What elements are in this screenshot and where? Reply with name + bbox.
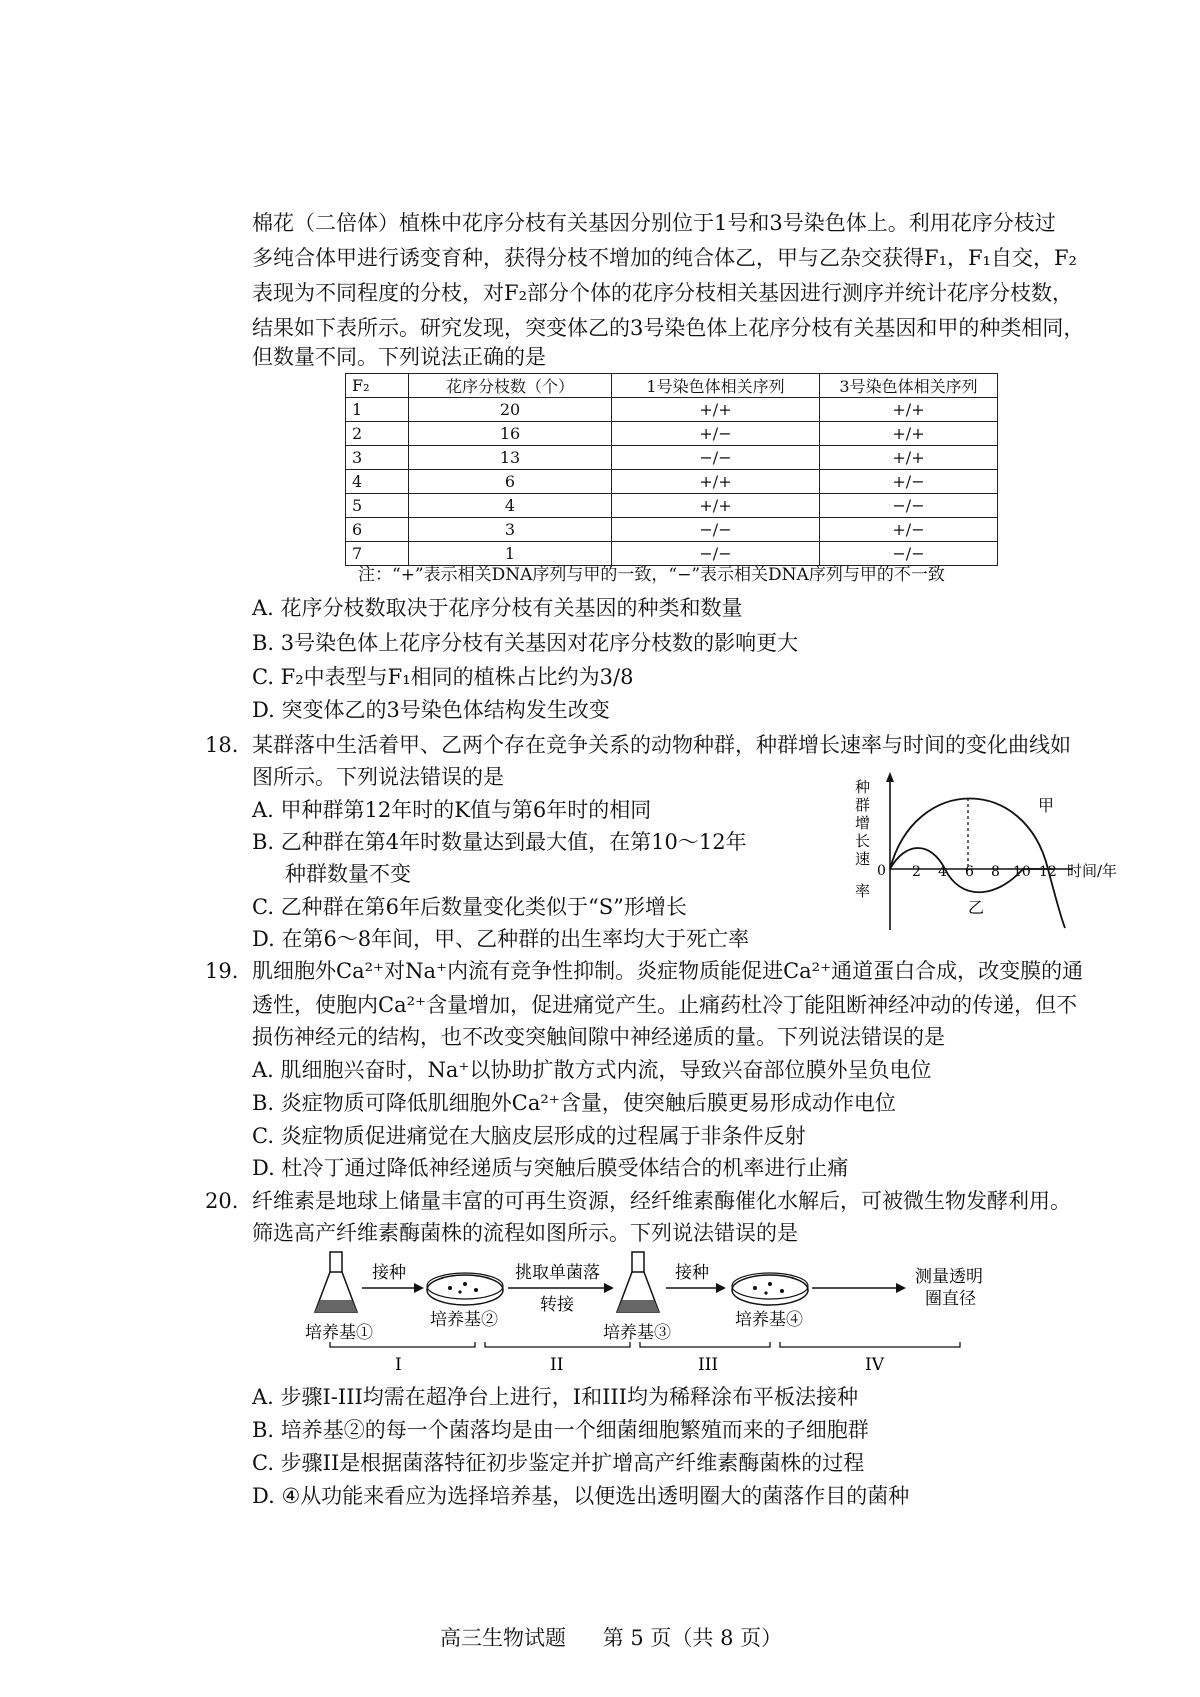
q17-stem-line: 结果如下表所示。研究发现，突变体乙的3号染色体上花序分枝有关基因和甲的种类相同，: [252, 316, 1085, 340]
origin-label: 0: [877, 863, 886, 879]
arrow-head: [604, 1283, 614, 1293]
y-label-char: 速: [855, 850, 871, 868]
end-label-line2: 圈直径: [925, 1289, 976, 1309]
medium-4-label: 培养基④: [735, 1310, 803, 1330]
step-label: II: [550, 1355, 564, 1375]
table-row: [346, 494, 998, 518]
question-number: 18.: [205, 733, 239, 757]
table-cell: +/−: [820, 518, 998, 542]
y-label-char: 群: [855, 796, 871, 814]
table-cell: +/+: [612, 494, 820, 518]
y-label-char: 率: [855, 882, 871, 900]
tick-label: 6: [965, 864, 974, 880]
q20-stem-line: 纤维素是地球上储量丰富的可再生资源，经纤维素酶催化水解后，可被微生物发酵利用。: [252, 1189, 1071, 1213]
q18-option-d: D. 在第6～8年间，甲、乙种群的出生率均大于死亡率: [252, 927, 750, 951]
q20-option-d: D. ④从功能来看应为选择培养基，以便选出透明圈大的菌落作目的菌种: [252, 1484, 910, 1508]
table-cell: +/+: [820, 422, 998, 446]
step-label: IV: [865, 1355, 884, 1375]
q19-option-a: A. 肌细胞兴奋时，Na⁺以协助扩散方式内流，导致兴奋部位膜外呈负电位: [252, 1058, 932, 1082]
table-header: F₂: [346, 374, 409, 398]
table-cell: −/−: [820, 542, 998, 566]
table-header: 花序分枝数（个）: [409, 374, 612, 398]
y-label-char: 增: [855, 814, 871, 832]
table-row: [346, 422, 998, 446]
f2-table: [345, 373, 998, 566]
q17-stem-line: 棉花（二倍体）植株中花序分枝有关基因分别位于1号和3号染色体上。利用花序分枝过: [252, 211, 1056, 235]
table-cell: −/−: [612, 518, 820, 542]
tick-label: 4: [938, 864, 947, 880]
q18-option-b: B. 乙种群在第4年时数量达到最大值，在第10～12年: [252, 830, 747, 854]
arrow-1-label: 接种: [372, 1263, 406, 1283]
table-cell: 6: [409, 470, 612, 494]
table-header-row: [346, 374, 998, 398]
table-cell: 16: [409, 422, 612, 446]
q17-stem-line: 但数量不同。下列说法正确的是: [252, 345, 546, 369]
medium-2-label: 培养基②: [430, 1310, 498, 1330]
q19-stem-line: 肌细胞外Ca²⁺对Na⁺内流有竞争性抑制。炎症物质能促进Ca²⁺通道蛋白合成，改变膜的通: [252, 959, 1084, 983]
table-cell: +/−: [820, 470, 998, 494]
table-row: [346, 518, 998, 542]
arrow-2-label-top: 挑取单菌落: [515, 1263, 600, 1283]
y-axis-arrow: [886, 772, 894, 782]
step-label: I: [395, 1355, 402, 1375]
petri-dish-icon: [732, 1273, 808, 1305]
q19-option-b: B. 炎症物质可降低肌细胞外Ca²⁺含量，使突触后膜更易形成动作电位: [252, 1091, 896, 1115]
tick-label: 10: [1013, 864, 1031, 880]
table-cell: 6: [346, 518, 409, 542]
table-header: 3号染色体相关序列: [820, 374, 998, 398]
flask-icon: [617, 1252, 659, 1312]
end-label-line1: 测量透明: [915, 1267, 983, 1287]
arrow-head: [414, 1283, 424, 1293]
q17-stem-line: 表现为不同程度的分枝，对F₂部分个体的花序分枝相关基因进行测序并统计花序分枝数，: [252, 281, 1073, 305]
table-cell: 3: [409, 518, 612, 542]
q19-option-d: D. 杜冷丁通过降低神经递质与突触后膜受体结合的机率进行止痛: [252, 1156, 849, 1180]
arrow-head: [896, 1283, 906, 1293]
table-cell: 4: [346, 470, 409, 494]
q17-option-d: D. 突变体乙的3号染色体结构发生改变: [252, 698, 610, 722]
q19-stem-line: 透性，使胞内Ca²⁺含量增加，促进痛觉产生。止痛药杜冷丁能阻断神经冲动的传递，但不: [252, 993, 1078, 1017]
q18-option-a: A. 甲种群第12年时的K值与第6年时的相同: [252, 798, 652, 822]
table-cell: 13: [409, 446, 612, 470]
y-label-char: 种: [855, 778, 871, 796]
q17-option-a: A. 花序分枝数取决于花序分枝有关基因的种类和数量: [252, 596, 743, 620]
table-cell: 3: [346, 446, 409, 470]
table-cell: +/+: [820, 398, 998, 422]
table-cell: 5: [346, 494, 409, 518]
petri-dish-icon: [427, 1273, 503, 1305]
table-cell: +/−: [612, 422, 820, 446]
curve-label-jia: 甲: [1038, 796, 1055, 815]
table-row: [346, 470, 998, 494]
q17-stem-line: 多纯合体甲进行诱变育种，获得分枝不增加的纯合体乙，甲与乙杂交获得F₁，F₁自交，F₂: [252, 246, 1077, 270]
step-bracket: [780, 1342, 960, 1347]
table-cell: 20: [409, 398, 612, 422]
q18-stem-line: 图所示。下列说法错误的是: [252, 765, 504, 789]
table-cell: −/−: [612, 446, 820, 470]
tick-label: 8: [991, 864, 1000, 880]
medium-3-label: 培养基③: [603, 1323, 671, 1343]
table-cell: +/+: [612, 398, 820, 422]
page-footer: [440, 1622, 812, 1652]
tick-label: 2: [912, 864, 921, 880]
arrow-head: [716, 1283, 726, 1293]
q18-stem-line: 某群落中生活着甲、乙两个存在竞争关系的动物种群，种群增长速率与时间的变化曲线如: [252, 733, 1071, 757]
table-cell: 4: [409, 494, 612, 518]
table-cell: +/+: [820, 446, 998, 470]
q17-option-c: C. F₂中表型与F₁相同的植株占比约为3/8: [252, 665, 634, 689]
table-cell: −/−: [612, 542, 820, 566]
curve-label-yi: 乙: [968, 898, 985, 917]
q20-option-a: A. 步骤I-III均需在超净台上进行，I和III均为稀释涂布平板法接种: [252, 1385, 858, 1409]
medium-1-label: 培养基①: [305, 1323, 373, 1343]
q19-option-c: C. 炎症物质促进痛觉在大脑皮层形成的过程属于非条件反射: [252, 1124, 806, 1148]
table-row: [346, 398, 998, 422]
q20-option-b: B. 培养基②的每一个菌落均是由一个细菌细胞繁殖而来的子细胞群: [252, 1418, 869, 1442]
flask-icon: [315, 1252, 357, 1312]
footer-subject: 高三生物试题: [440, 1626, 566, 1650]
footer-page-number: 第 5 页（共 8 页）: [602, 1626, 783, 1650]
y-label-char: 长: [855, 832, 871, 850]
table-row: [346, 542, 998, 566]
q18-option-c: C. 乙种群在第6年后数量变化类似于“S”形增长: [252, 895, 687, 919]
table-cell: +/+: [612, 470, 820, 494]
table-cell: 2: [346, 422, 409, 446]
table-row: [346, 446, 998, 470]
q20-option-c: C. 步骤II是根据菌落特征初步鉴定并扩增高产纤维素酶菌株的过程: [252, 1451, 865, 1475]
question-number: 20.: [205, 1189, 239, 1213]
q18-option-b-cont: 种群数量不变: [285, 862, 411, 886]
tick-label: 12: [1039, 864, 1057, 880]
step-label: III: [698, 1355, 719, 1375]
table-cell: 1: [409, 542, 612, 566]
table-note: 注：“+”表示相关DNA序列与甲的一致，“−”表示相关DNA序列与甲的不一致: [358, 565, 945, 585]
table-cell: 7: [346, 542, 409, 566]
arrow-3-label: 接种: [675, 1263, 709, 1283]
table-cell: 1: [346, 398, 409, 422]
q17-option-b: B. 3号染色体上花序分枝有关基因对花序分枝数的影响更大: [252, 631, 799, 655]
x-axis-label: 时间/年: [1067, 862, 1118, 880]
arrow-2-label-bottom: 转接: [540, 1295, 574, 1315]
table-header: 1号染色体相关序列: [612, 374, 820, 398]
growth-rate-graph: [845, 770, 1135, 935]
screening-flowchart: [300, 1250, 1000, 1378]
q19-stem-line: 损伤神经元的结构，也不改变突触间隙中神经递质的量。下列说法错误的是: [252, 1025, 945, 1049]
table-cell: −/−: [820, 494, 998, 518]
question-number: 19.: [205, 959, 239, 983]
q20-stem-line: 筛选高产纤维素酶菌株的流程如图所示。下列说法错误的是: [252, 1221, 798, 1245]
